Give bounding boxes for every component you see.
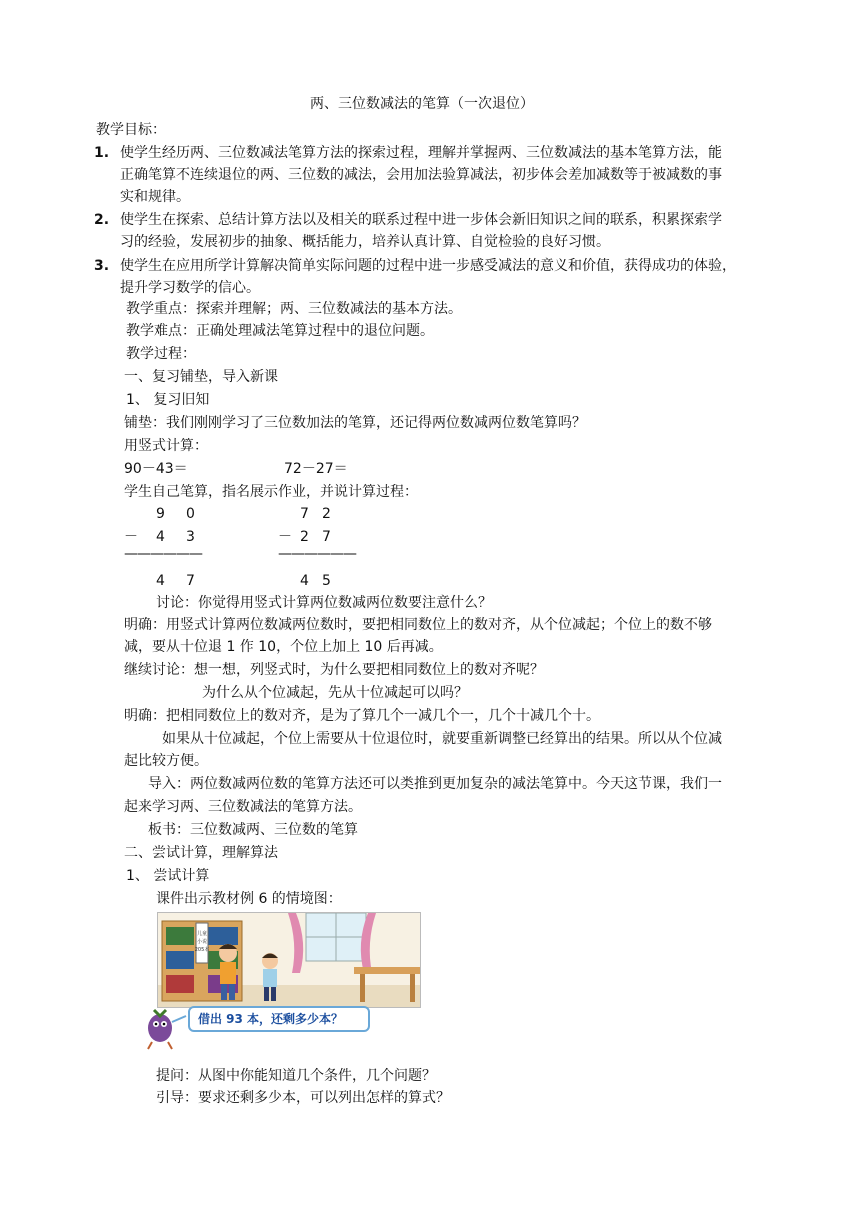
library-scene-image [158, 913, 420, 1007]
minus-sign: － [124, 529, 138, 545]
objective-line: 习的经验，发展初步的抽象、概括能力，培养认真计算、自觉检验的良好习惯。 [120, 234, 610, 250]
paragraph: 学生自己笔算，指名展示作业，并说计算过程： [124, 484, 418, 500]
minus-sign: － [278, 529, 292, 545]
digit: 2 [322, 506, 331, 522]
paragraph: 用竖式计算： [124, 438, 208, 454]
key-point: 教学重点：探索并理解；两、三位数减法的基本方法。 [126, 301, 462, 317]
digit: 2 [300, 529, 309, 545]
digit: 5 [322, 573, 331, 589]
paragraph: 起比较方便。 [124, 753, 208, 769]
paragraph: 继续讨论：想一想，列竖式时，为什么要把相同数位上的数对齐呢？ [124, 662, 544, 678]
digit: 3 [186, 529, 195, 545]
digit: 4 [156, 529, 165, 545]
objective-line: 使学生经历两、三位数减法笔算方法的探索过程，理解并掌握两、三位数减法的基本笔算方法，能 [120, 145, 722, 161]
paragraph: 导入：两位数减两位数的笔算方法还可以类推到更加复杂的减法笔算中。今天这节课，我们一 [148, 776, 722, 792]
page-title: 两、三位数减法的笔算（一次退位） [310, 96, 534, 112]
svg-text:儿童: 儿童 [196, 931, 208, 937]
objective-number: 3. [94, 258, 110, 274]
digit: 7 [322, 529, 331, 545]
paragraph: 讨论：你觉得用竖式计算两位数减两位数要注意什么？ [156, 595, 492, 611]
paragraph: 起来学习两、三位数减法的笔算方法。 [124, 799, 362, 815]
objective-line: 正确笔算不连续退位的两、三位数的减法，会用加法验算减法，初步体会差加减数等于被减数的事 [120, 167, 722, 183]
paragraph: 引导：要求还剩多少本，可以列出怎样的算式？ [156, 1090, 450, 1106]
difficulty: 教学难点：正确处理减法笔算过程中的退位问题。 [126, 323, 434, 339]
paragraph: 明确：用竖式计算两位数减两位数时，要把相同数位上的数对齐，从个位减起；个位上的数不够 [124, 617, 712, 633]
process-heading: 教学过程： [126, 346, 196, 362]
calc-rule: —————— [278, 546, 356, 562]
paragraph: 减，要从十位退 1 作 10，个位上加上 10 后再减。 [124, 639, 443, 655]
svg-text:205本: 205本 [194, 947, 210, 953]
subsection-heading: 1、 复习旧知 [126, 392, 210, 408]
subsection-heading: 1、 尝试计算 [126, 868, 210, 884]
calc-rule: —————— [124, 546, 202, 562]
paragraph: 如果从十位减起，个位上需要从十位退位时，就要重新调整已经算出的结果。所以从个位减 [162, 731, 722, 747]
digit: 4 [156, 573, 165, 589]
objective-line: 实和规律。 [120, 189, 190, 205]
digit: 7 [186, 573, 195, 589]
digit: 4 [300, 573, 309, 589]
scene-illustration [157, 912, 421, 1008]
objective-number: 2. [94, 212, 110, 228]
objective-line: 提升学习数学的信心。 [120, 280, 260, 296]
objective-number: 1. [94, 145, 110, 161]
speech-bubble: 借出 93 本，还剩多少本？ [188, 1006, 370, 1032]
paragraph: 为什么从个位减起，先从十位减起可以吗？ [202, 685, 468, 701]
speech-bubble-group [138, 1002, 368, 1052]
paragraph: 提问：从图中你能知道几个条件，几个问题？ [156, 1068, 436, 1084]
paragraph: 板书：三位数减两、三位数的笔算 [148, 822, 358, 838]
objectives-heading: 教学目标： [96, 122, 166, 138]
paragraph: 课件出示教材例 6 的情境图： [156, 891, 342, 907]
digit: 7 [300, 506, 309, 522]
equation: 90－43＝ [124, 461, 188, 477]
paragraph: 铺垫：我们刚刚学习了三位数加法的笔算，还记得两位数减两位数笔算吗？ [124, 415, 586, 431]
mascot-icon [138, 1002, 188, 1052]
digit: 9 [156, 506, 165, 522]
equation: 72－27＝ [284, 461, 348, 477]
svg-text:小说: 小说 [196, 939, 208, 945]
section-heading: 二、尝试计算，理解算法 [124, 845, 278, 861]
objective-line: 使学生在应用所学计算解决简单实际问题的过程中进一步感受减法的意义和价值，获得成功的体验， [120, 258, 736, 274]
digit: 0 [186, 506, 195, 522]
section-heading: 一、复习铺垫，导入新课 [124, 369, 278, 385]
objective-line: 使学生在探索、总结计算方法以及相关的联系过程中进一步体会新旧知识之间的联系，积累探索学 [120, 212, 722, 228]
paragraph: 明确：把相同数位上的数对齐，是为了算几个一减几个一，几个十减几个十。 [124, 708, 600, 724]
